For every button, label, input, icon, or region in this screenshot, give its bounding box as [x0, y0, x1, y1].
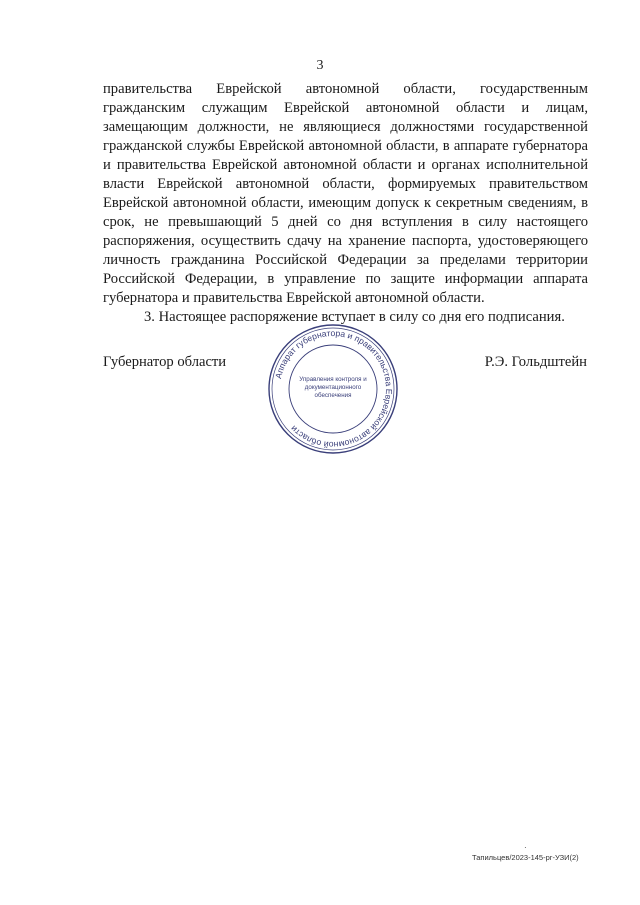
paragraph-3: 3. Настоящее распоряжение вступает в силу со дня его подписания.	[144, 309, 565, 325]
signatory-title: Губернатор области	[103, 354, 227, 370]
footer-mark: ·	[524, 843, 527, 852]
stamp-inner-line-1: Управления контроля и	[299, 376, 367, 383]
official-stamp	[266, 322, 400, 456]
page-number: 3	[316, 58, 324, 73]
footer-code: Тапильцев/2023-145-рг-УЗИ(2)	[472, 853, 579, 862]
stamp-inner-line-2: документационного	[304, 384, 362, 391]
stamp-outer-text: Аппарат губернатора и правительства Еврейской автономной области	[273, 327, 395, 451]
stamp-inner-line-3: обеспечения	[314, 392, 352, 399]
signatory-name: Р.Э. Гольдштейн	[484, 354, 587, 370]
paragraph-continuation: правительства Еврейской автономной области, государственным гражданским служащим Еврейской автономной области и лицам, замещающим должности, не являющиеся должностями государственной гражданской службы Еврейской автономной области, в аппарате губернатора и правительства Еврейской автономной области и органах исполнительной власти Еврейской автономной области, формируемых правительством Еврейской автономной области, имеющим допуск к секретным сведениям, в срок, не превышающий 5 дней со дня вступления в силу настоящего распоряжения, осуществить сдачу на хранение паспорта, удостоверяющего личность гражданина Российской Федерации за пределами территории Российской Федерации, в управление по защите информации аппарата губернатора и правительства Еврейской автономной области.	[103, 81, 588, 306]
document-body	[103, 80, 588, 327]
